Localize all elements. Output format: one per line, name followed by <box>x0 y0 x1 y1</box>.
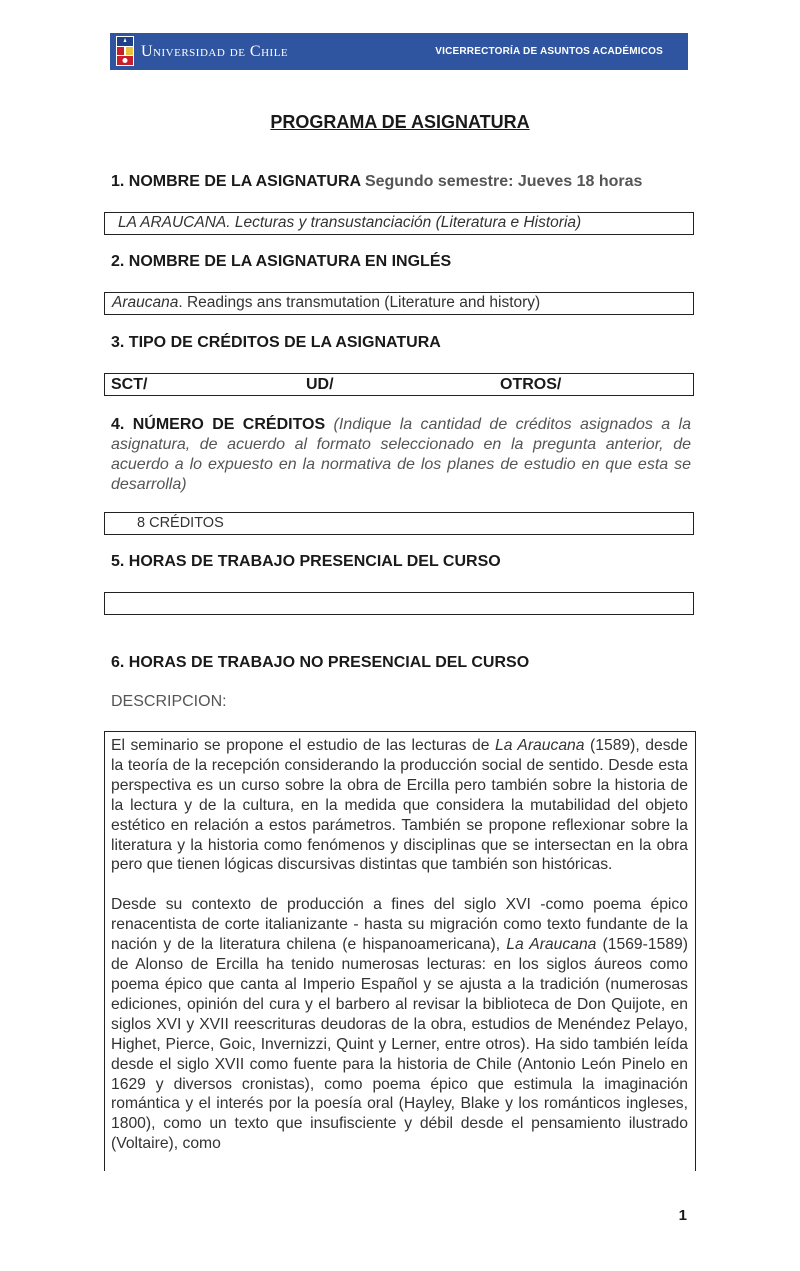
university-name: Universidad de Chile <box>141 43 289 60</box>
section1-schedule: Segundo semestre: Jueves 18 horas <box>364 173 643 190</box>
section5-heading: 5. HORAS DE TRABAJO PRESENCIAL DEL CURSO <box>111 553 501 570</box>
section1-heading: 1. NOMBRE DE LA ASIGNATURA Segundo semestre: Jueves 18 horas <box>111 173 643 190</box>
section4-value-box <box>104 512 694 535</box>
description-paragraph-1: El seminario se propone el estudio de las lecturas de La Araucana (1589), desde la teoría de la recepción considerando la producción social de sentido. Desde esta perspectiva es un curso sobre la obra de Ercilla pero también sobre la historia de la lectura y de la cultura, en la medida que considera la mutabilidad del objeto estético en relación a estos parámetros. También se propone reflexionar sobre la literatura y la historia como fenómenos y disciplinas que se intersectan en la obra pero que tienen lógicas discursivas distintas que también son históricas. <box>111 737 688 874</box>
section1-value: LA ARAUCANA. Lecturas y transustanciación (Literatura e Historia) <box>118 214 582 231</box>
ud-label: UD/ <box>306 376 334 393</box>
university-crest-icon <box>116 36 134 66</box>
office-name: VICERRECTORÍA DE ASUNTOS ACADÉMICOS <box>435 46 663 57</box>
section2-value-box <box>104 292 694 315</box>
section2-value-italic: Araucana <box>112 294 179 311</box>
section4-note: (Indique la cantidad de créditos asignados a la asignatura, de acuerdo al formato seleccionado en la pregunta anterior, de acuerdo a lo expuesto en la normativa de los planes de estudio en que esta se desarrolla) <box>111 416 691 493</box>
section5-value-box <box>104 592 694 615</box>
section4-heading: 4. NÚMERO DE CRÉDITOS (Indique la cantidad de créditos asignados a la asignatura, de acuerdo al formato seleccionado en la pregunta anterior, de acuerdo a lo expuesto en la normativa de los planes de estudio en que esta se desarrolla) <box>111 416 691 493</box>
description-label: DESCRIPCION: <box>111 693 227 710</box>
sct-label: SCT/ <box>111 376 148 393</box>
page-number: 1 <box>678 1207 687 1224</box>
description-paragraph-2: Desde su contexto de producción a fines del siglo XVI -como poema épico renacentista de corte italianizante - hasta su migración como texto fundante de la nación y de la literatura chilena (e hispanoamericana), La Araucana (1569-1589) de Alonso de Ercilla ha tenido numerosas lecturas: en los siglos áureos como poema épico que canta al Imperio Español y se ajusta a la tradición (numerosas ediciones, opinión del cura y el barbero al revisar la biblioteca de Don Quijote, en siglos XVI y XVII reescrituras deudoras de la obra, estudios de Menéndez Pelayo, Highet, Pierce, Goic, Invernizzi, Quint y Lerner, entre otros). Ha sido también leída desde el siglo XVII como fuente para la historia de Chile (Antonio León Pinelo en 1629 y diversos cronistas), como poema épico que estimula la imaginación romántica y el interés por la poesía oral (Hayley, Blake y los románticos ingleses, 1800), como un texto que insufisciente y débil desde el pensamiento ilustrado (Voltaire), como <box>111 896 689 1153</box>
section6-heading: 6. HORAS DE TRABAJO NO PRESENCIAL DEL CURSO <box>111 654 530 671</box>
page-title: PROGRAMA DE ASIGNATURA <box>270 112 530 132</box>
description-box <box>104 731 696 1171</box>
section2-value-rest: . Readings ans transmutation (Literature and history) <box>178 294 541 311</box>
credits-value: 8 CRÉDITOS <box>137 515 224 531</box>
otros-label: OTROS/ <box>500 376 562 393</box>
header-banner <box>110 33 688 70</box>
section3-heading: 3. TIPO DE CRÉDITOS DE LA ASIGNATURA <box>111 334 441 351</box>
section1-value-box <box>104 212 694 235</box>
section2-heading: 2. NOMBRE DE LA ASIGNATURA EN INGLÉS <box>111 253 452 270</box>
credit-type-row <box>104 373 694 396</box>
